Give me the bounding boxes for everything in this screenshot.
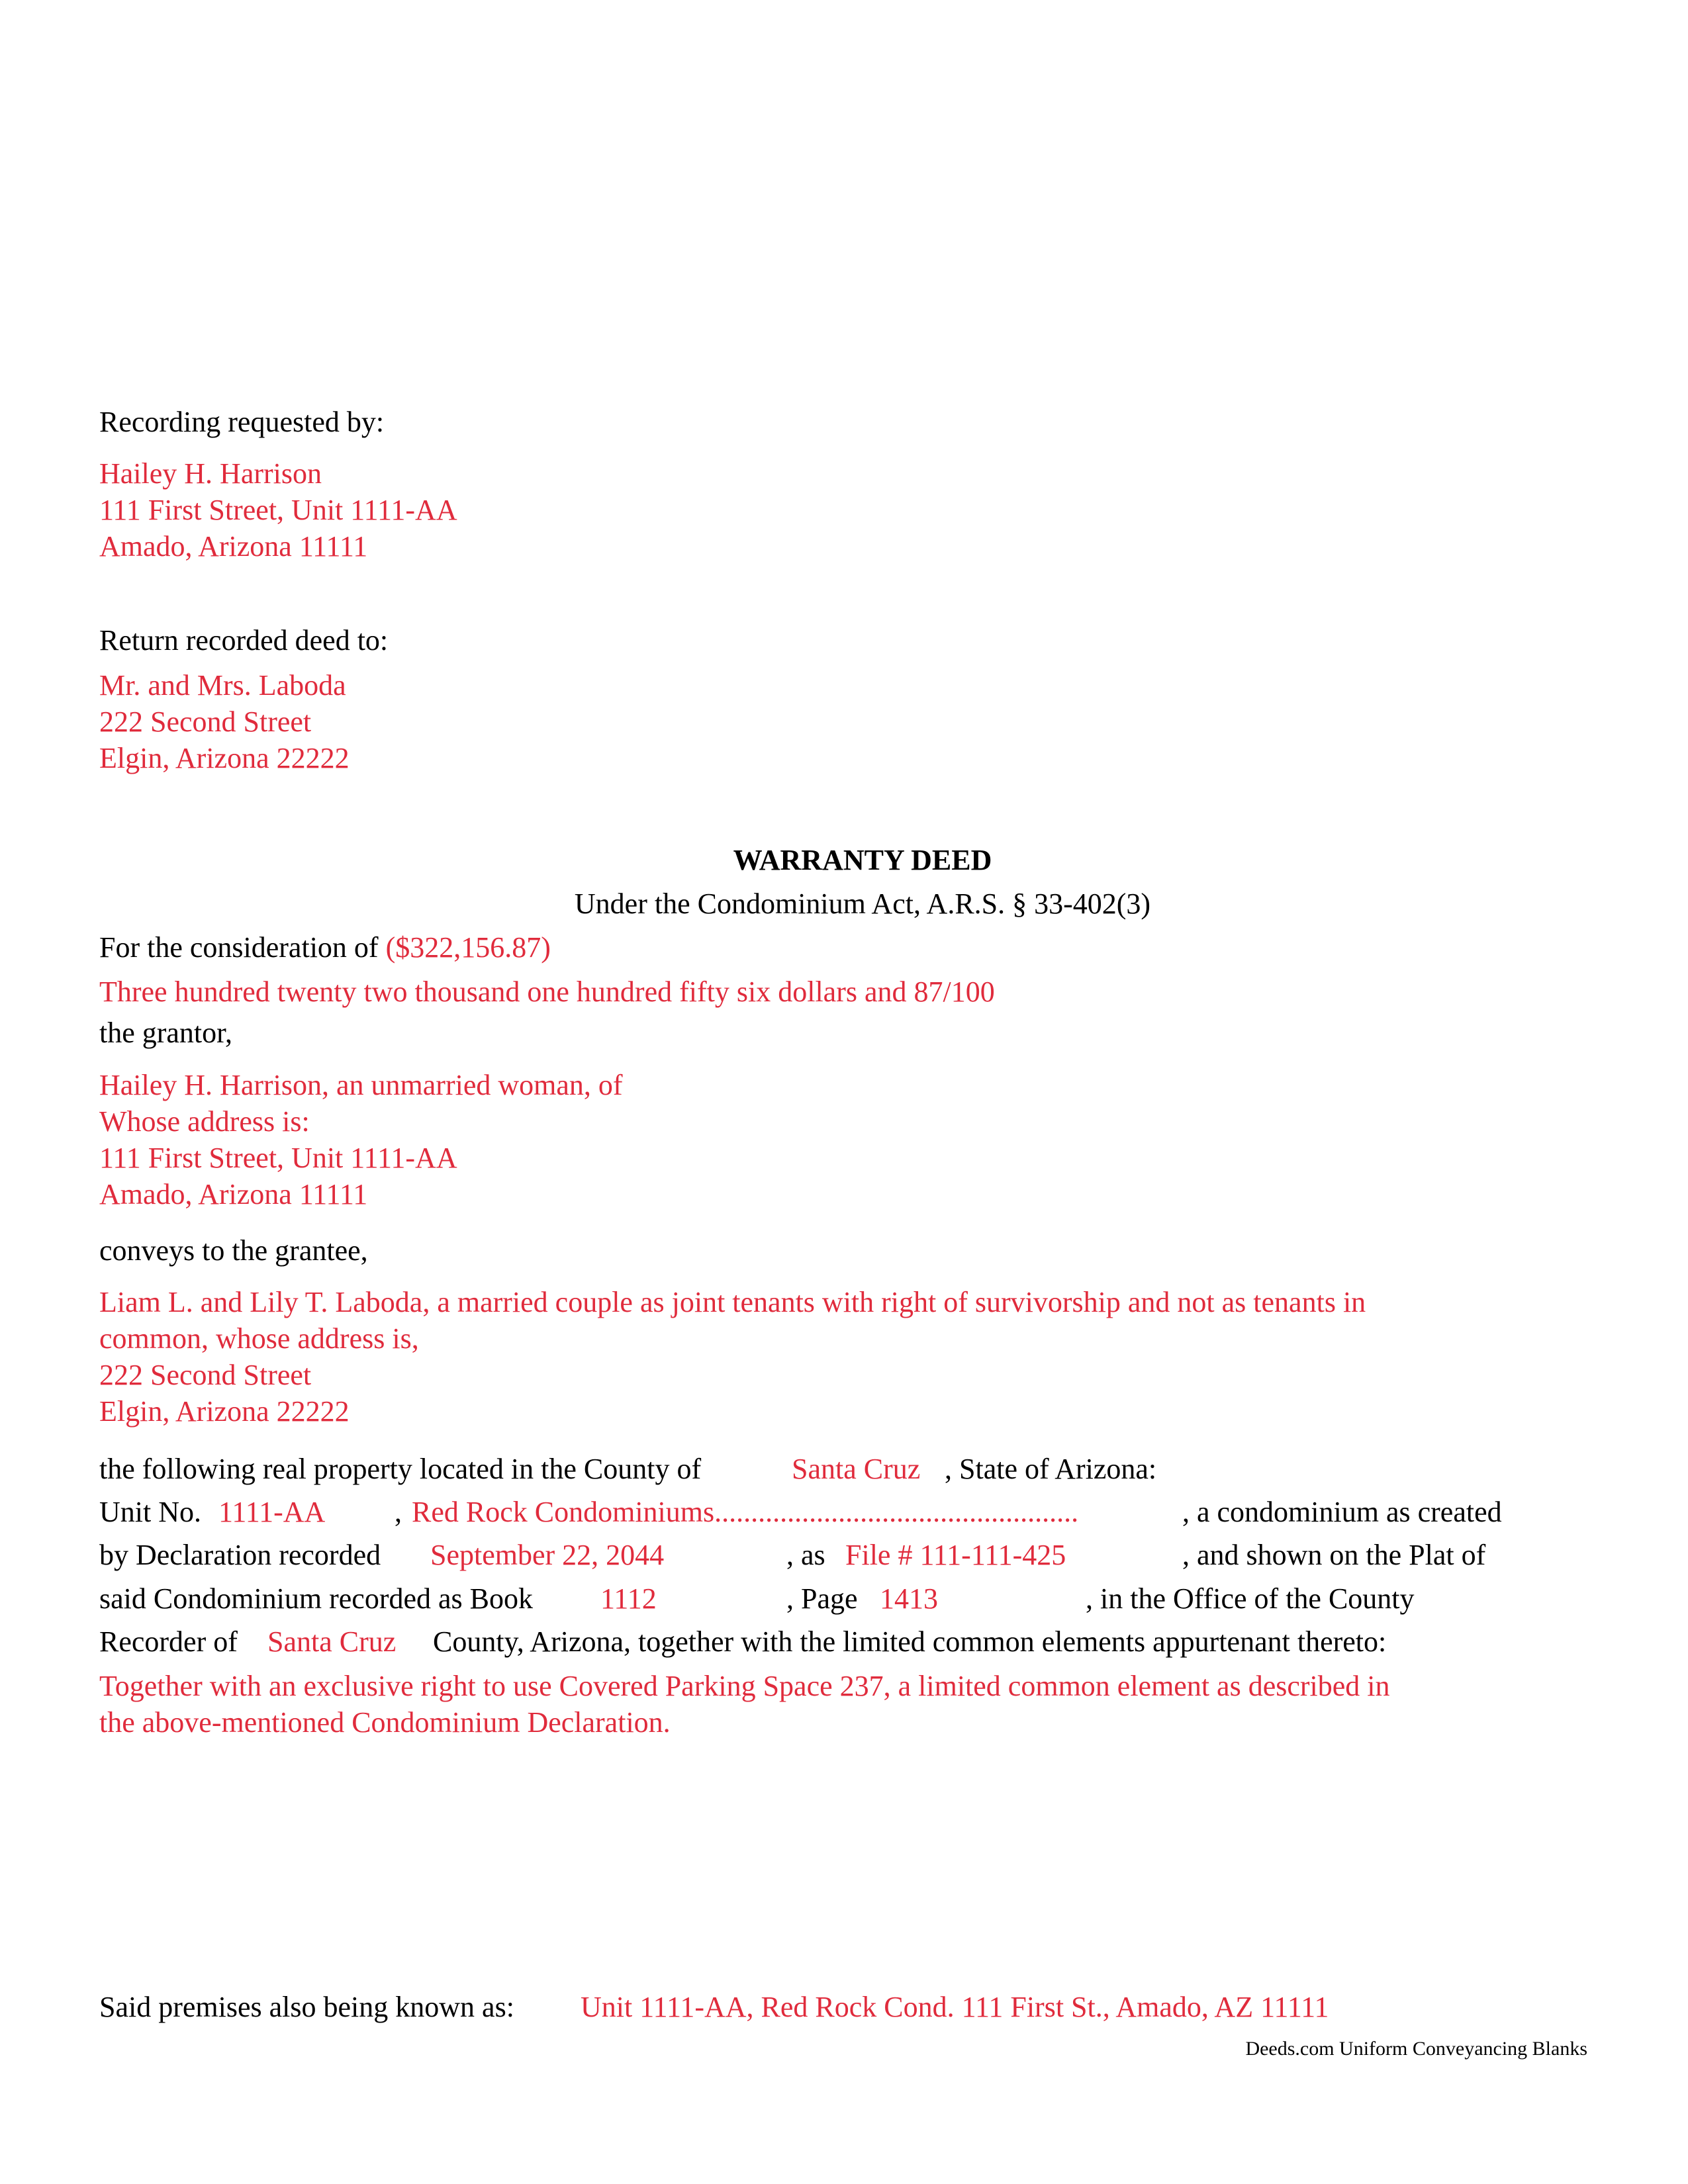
- return-to-label: Return recorded deed to:: [99, 624, 389, 657]
- county-value: Santa Cruz: [792, 1453, 921, 1485]
- unit-label: Unit No.: [99, 1496, 201, 1528]
- page-value: 1413: [880, 1582, 938, 1615]
- recording-name: Hailey H. Harrison: [99, 457, 322, 490]
- grantor-address-line2: Amado, Arizona 11111: [99, 1178, 368, 1210]
- recording-address-line2: Amado, Arizona 11111: [99, 530, 368, 563]
- premises-value: Unit 1111-AA, Red Rock Cond. 111 First St., Amado, AZ 11111: [581, 1991, 1329, 2023]
- declaration-label: by Declaration recorded: [99, 1539, 381, 1571]
- deed-title: WARRANTY DEED: [733, 844, 992, 876]
- recorder-suffix: County, Arizona, together with the limited common elements appurtenant thereto:: [433, 1625, 1387, 1658]
- consideration-words: Three hundred twenty two thousand one hundred fifty six dollars and 87/100: [99, 976, 995, 1008]
- page-label: , Page: [786, 1582, 858, 1615]
- grantor-address-line1: 111 First Street, Unit 1111-AA: [99, 1142, 457, 1174]
- grantor-label: the grantor,: [99, 1017, 233, 1049]
- return-to-address-line2: Elgin, Arizona 22222: [99, 742, 350, 774]
- file-number: File # 111-111-425: [845, 1539, 1066, 1571]
- consideration-label: For the consideration of: [99, 931, 379, 964]
- recording-address-line1: 111 First Street, Unit 1111-AA: [99, 494, 457, 526]
- book-label: said Condominium recorded as Book: [99, 1582, 534, 1615]
- grantee-name-line2: common, whose address is,: [99, 1322, 419, 1355]
- premises-label: Said premises also being known as:: [99, 1991, 514, 2023]
- grantor-address-label: Whose address is:: [99, 1105, 310, 1138]
- return-to-name: Mr. and Mrs. Laboda: [99, 669, 346, 702]
- recorder-label: Recorder of: [99, 1625, 238, 1658]
- condo-name: Red Rock Condominiums..................................................: [412, 1496, 1079, 1528]
- declaration-date: September 22, 2044: [430, 1539, 665, 1571]
- unit-sep: ,: [395, 1496, 402, 1528]
- recording-requested-label: Recording requested by:: [99, 406, 385, 438]
- grantee-address-line2: Elgin, Arizona 22222: [99, 1395, 350, 1428]
- plat-suffix: , and shown on the Plat of: [1182, 1539, 1486, 1571]
- additional-rights-line2: the above-mentioned Condominium Declaration.: [99, 1706, 671, 1739]
- condo-suffix: , a condominium as created: [1182, 1496, 1502, 1528]
- county-prefix: the following real property located in the County of: [99, 1453, 702, 1485]
- additional-rights-line1: Together with an exclusive right to use Covered Parking Space 237, a limited common element as described in: [99, 1670, 1390, 1702]
- county-suffix: , State of Arizona:: [945, 1453, 1157, 1485]
- grantor-name: Hailey H. Harrison, an unmarried woman, of: [99, 1069, 623, 1101]
- unit-value: 1111-AA: [218, 1496, 326, 1528]
- footer-brand: Deeds.com Uniform Conveyancing Blanks: [1245, 2038, 1587, 2060]
- consideration-amount: ($322,156.87): [385, 931, 551, 964]
- book-value: 1112: [600, 1582, 657, 1615]
- office-suffix: , in the Office of the County: [1086, 1582, 1415, 1615]
- grantee-name-line1: Liam L. and Lily T. Laboda, a married couple as joint tenants with right of survivorship and not as tenants in: [99, 1286, 1366, 1318]
- recorder-county: Santa Cruz: [267, 1625, 397, 1658]
- grantee-address-line1: 222 Second Street: [99, 1359, 312, 1391]
- deed-subtitle: Under the Condominium Act, A.R.S. § 33-402(3): [574, 887, 1151, 920]
- consideration-line: [99, 929, 551, 966]
- grantee-label: conveys to the grantee,: [99, 1234, 368, 1267]
- return-to-address-line1: 222 Second Street: [99, 705, 312, 738]
- as-label: , as: [786, 1539, 825, 1571]
